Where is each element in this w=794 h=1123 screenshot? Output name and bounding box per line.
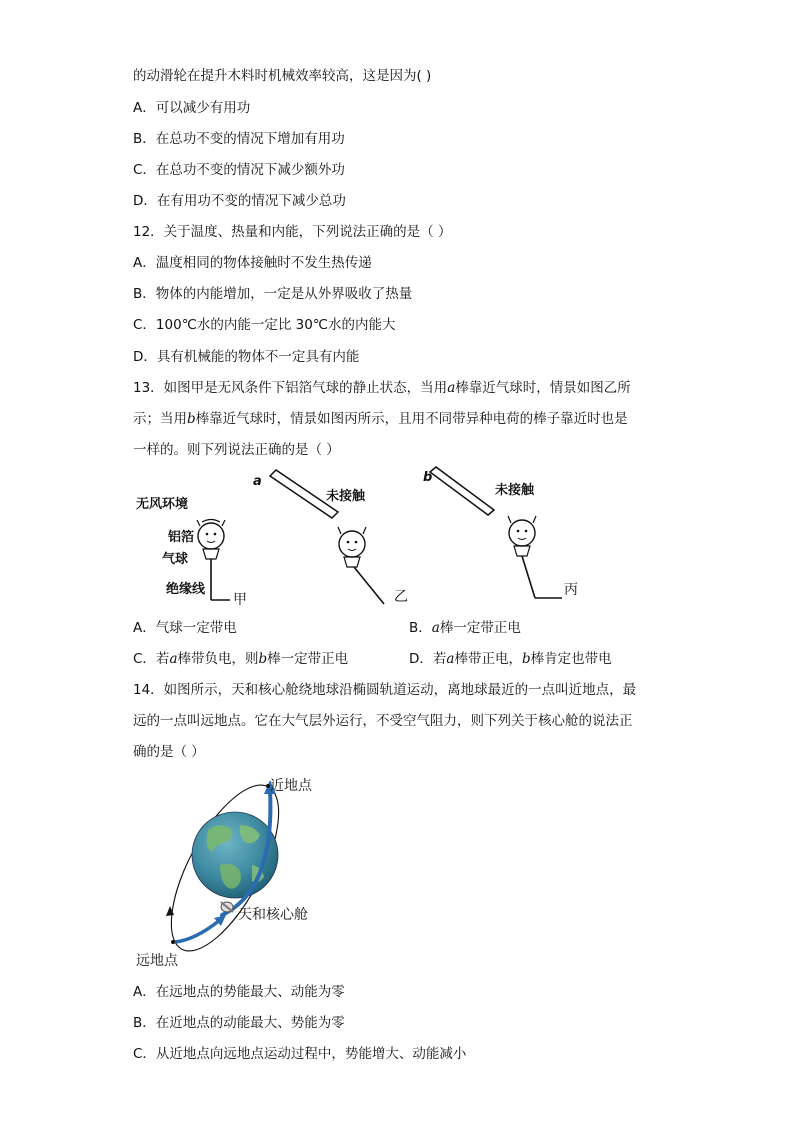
label-no-touch-a: 未接触 — [326, 489, 366, 504]
label-apogee: 远地点 — [136, 953, 178, 969]
q13-option-b: B．a棒一定带正电 — [409, 620, 521, 636]
rod-b — [430, 467, 494, 515]
q14-option-a: A．在远地点的势能最大、动能为零 — [133, 984, 345, 1000]
label-no-touch-b: 未接触 — [495, 483, 535, 498]
q12-option-b: B．物体的内能增加，一定是从外界吸收了热量 — [133, 286, 413, 302]
label-thread: 绝缘线 — [166, 582, 206, 597]
question-14-line2: 远的一点叫远地点。它在大气层外运行，不受空气阻力，则下列关于核心舱的说法正 — [133, 713, 633, 729]
label-rod-a: a — [253, 474, 262, 489]
balloon-yi — [338, 527, 384, 604]
label-env: 无风环境 — [136, 497, 189, 512]
label-perigee: 近地点 — [270, 778, 312, 794]
question-13-line1: 13．如图甲是无风条件下铝箔气球的静止状态，当用a棒靠近气球时，情景如图乙所 — [133, 380, 631, 396]
q13-option-c: C．若a棒带负电，则b棒一定带正电 — [133, 651, 349, 667]
q12-option-a: A．温度相同的物体接触时不发生热传递 — [133, 255, 372, 271]
question-13-line3: 一样的。则下列说法正确的是（ ） — [133, 442, 340, 458]
q13-option-a: A．气球一定带电 — [133, 620, 237, 636]
label-foil: 铝箔 — [168, 530, 195, 545]
label-balloon: 气球 — [162, 552, 189, 567]
orbit-arrow-low — [175, 920, 220, 942]
q12-option-c: C．100℃水的内能一定比 30℃水的内能大 — [133, 317, 396, 333]
label-rod-b: b — [423, 470, 433, 485]
balloon-bing — [508, 516, 562, 598]
option-b: B．在总功不变的情况下增加有用功 — [133, 131, 345, 147]
q14-option-b: B．在近地点的动能最大、势能为零 — [133, 1015, 345, 1031]
q12-option-d: D．具有机械能的物体不一定具有内能 — [133, 349, 360, 365]
option-a: A．可以减少有用功 — [133, 100, 251, 116]
question-13-line2: 示；当用b棒靠近气球时，情景如图丙所示，且用不同带异种电荷的棒子靠近时也是 — [133, 411, 628, 427]
label-bing: 丙 — [564, 582, 578, 598]
label-yi: 乙 — [394, 589, 408, 605]
text-line: 的动滑轮在提升木料时机械效率较高，这是因为( ) — [133, 68, 432, 84]
question-12: 12．关于温度、热量和内能，下列说法正确的是（ ） — [133, 224, 452, 240]
question-14-line1: 14．如图所示，天和核心舱绕地球沿椭圆轨道运动，离地球最近的一点叫近地点，最 — [133, 682, 637, 698]
label-jia: 甲 — [233, 592, 247, 608]
q13-option-d: D．若a棒带正电，b棒肯定也带电 — [409, 651, 612, 667]
option-d: D．在有用功不变的情况下减少总功 — [133, 193, 346, 209]
option-c: C．在总功不变的情况下减少额外功 — [133, 162, 345, 178]
module-icon — [221, 902, 233, 912]
label-module: 天和核心舱 — [238, 907, 308, 923]
q14-option-c: C．从近地点向远地点运动过程中，势能增大、动能减小 — [133, 1046, 467, 1062]
balloon-figure — [130, 466, 600, 612]
orbit-figure — [130, 770, 360, 970]
question-14-line3: 确的是（ ） — [133, 744, 205, 760]
